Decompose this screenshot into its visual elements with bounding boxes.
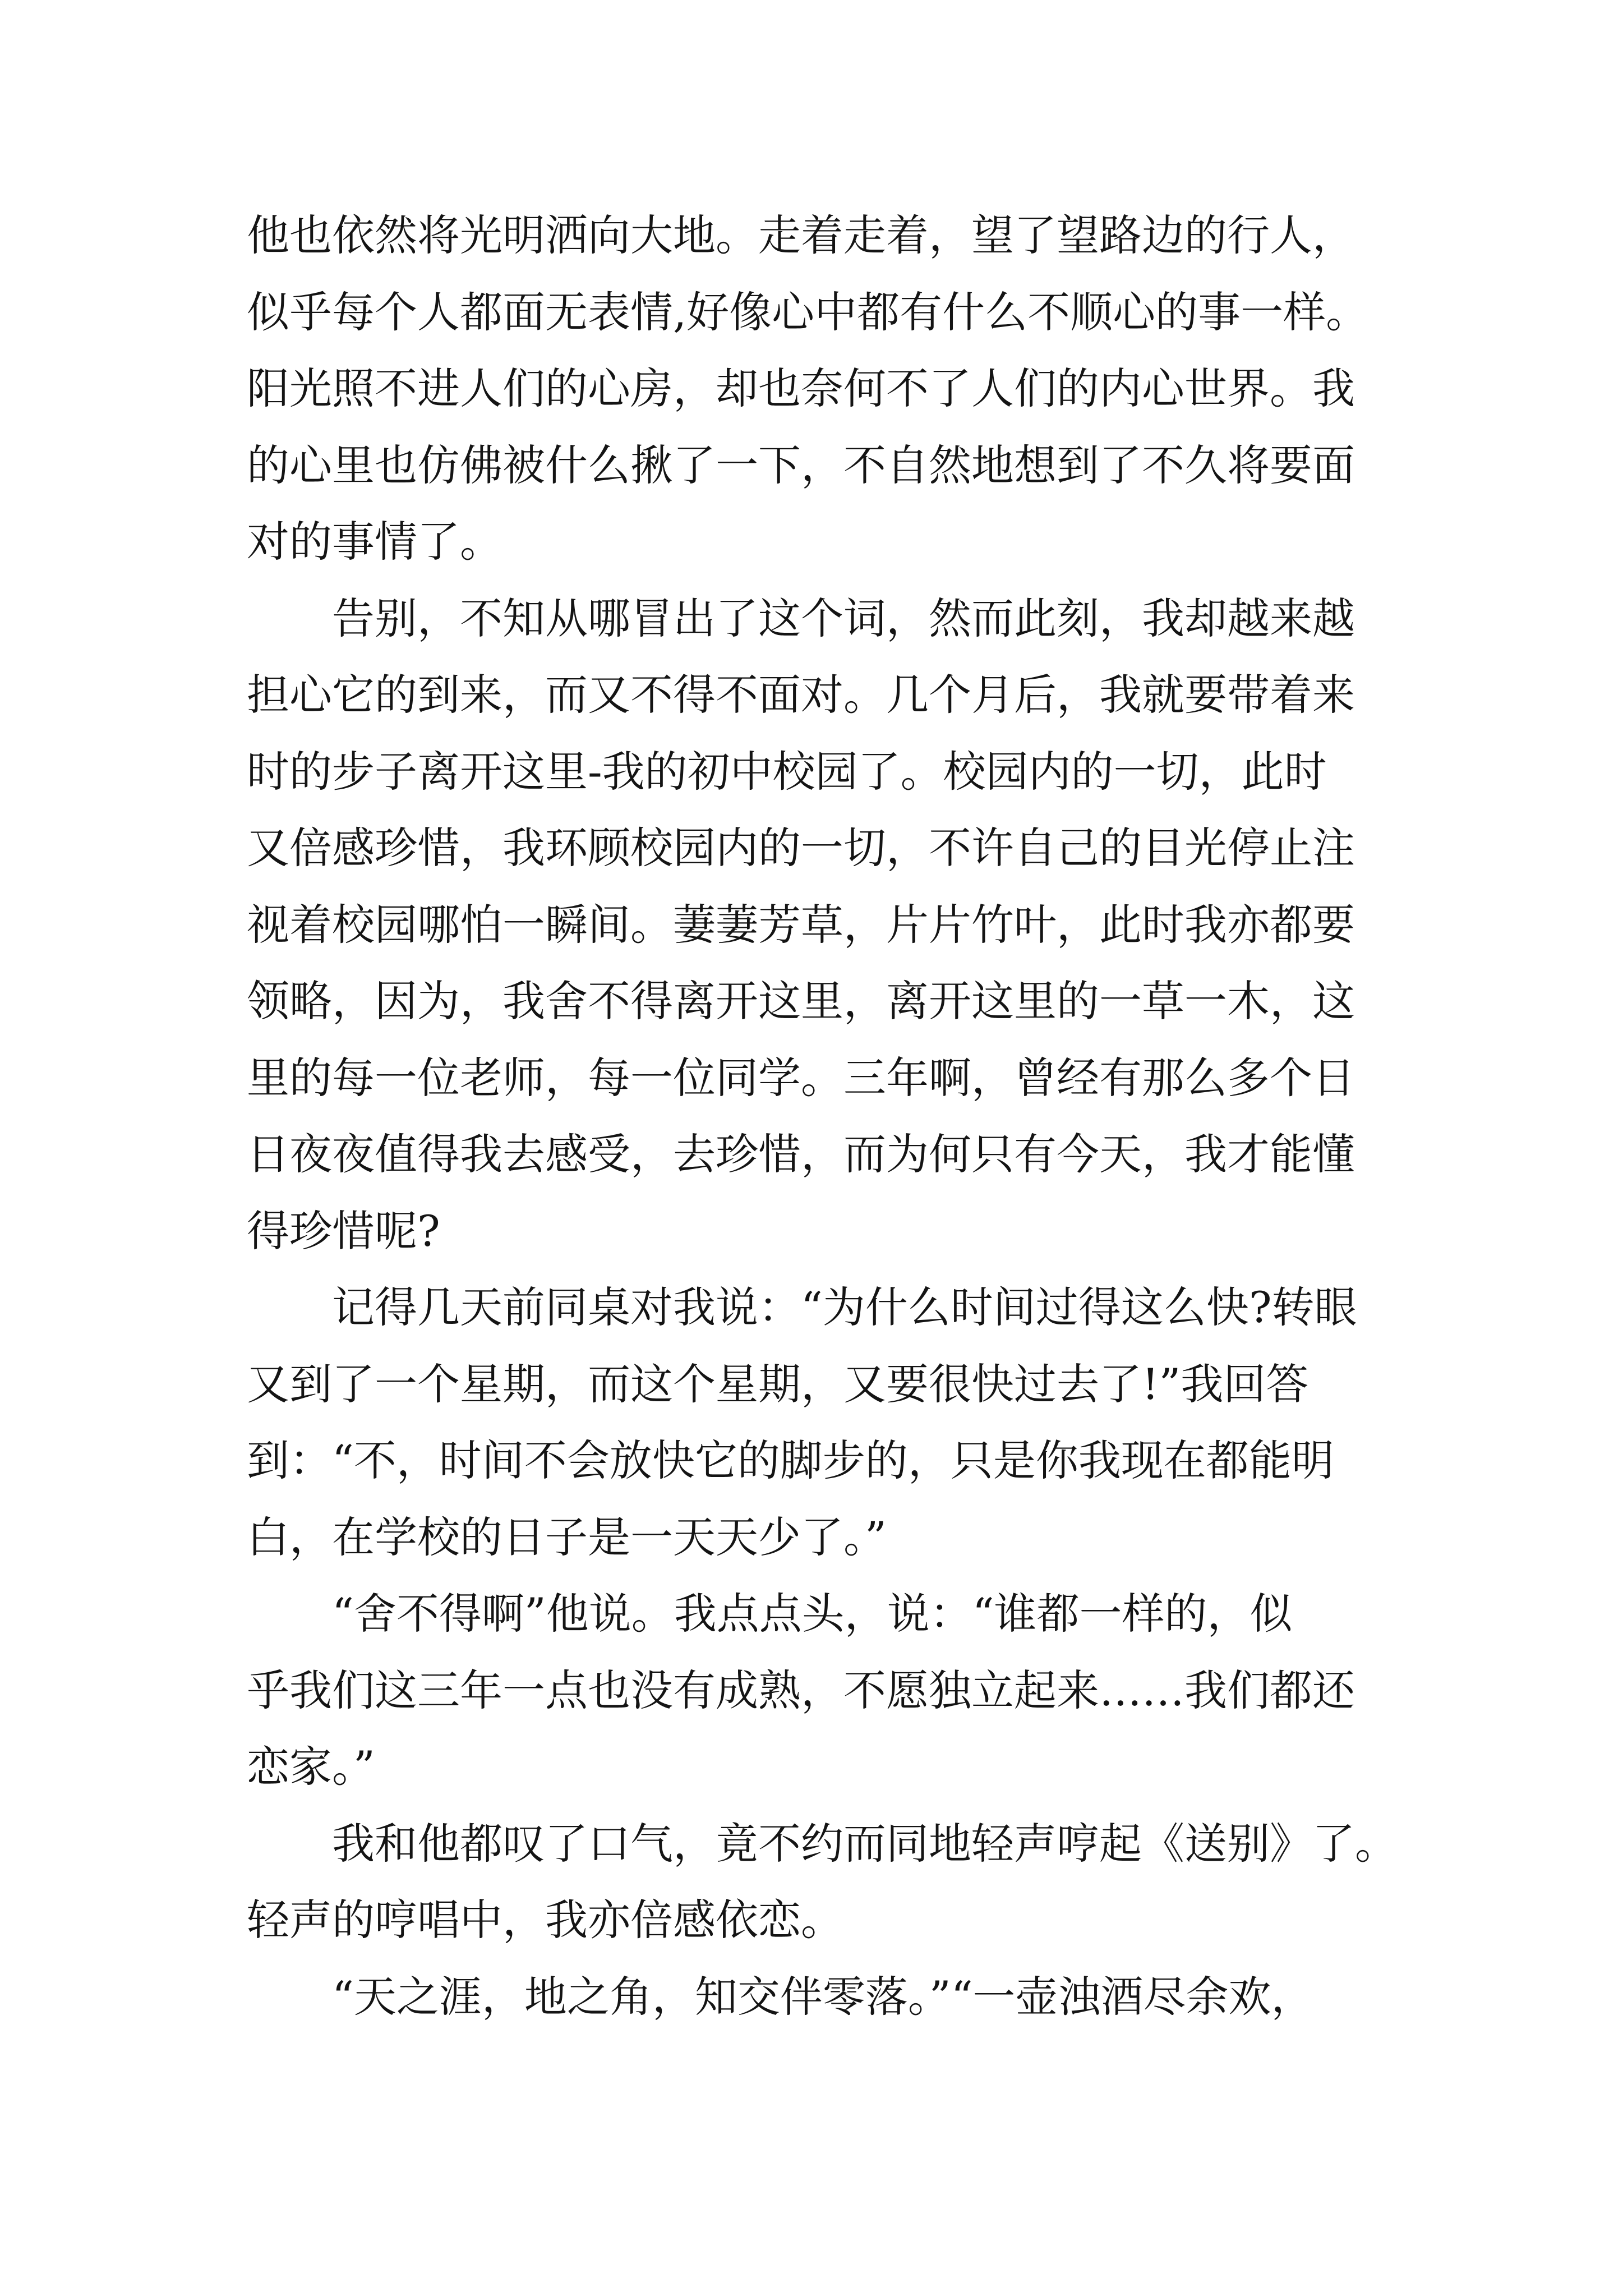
text-line: 乎我们这三年一点也没有成熟，不愿独立起来……我们都还 (247, 1665, 1355, 1715)
text-line: 轻声的哼唱中，我亦倍感依恋。 (247, 1895, 843, 1945)
text-line: “天之涯，地之角，知交伴零落。”“一壶浊酒尽余欢， (247, 1971, 1314, 2022)
text-line: 得珍惜呢? (247, 1205, 440, 1256)
text-line: 告别，不知从哪冒出了这个词，然而此刻，我却越来越 (247, 593, 1355, 643)
text-line: 领略，因为，我舍不得离开这里，离开这里的一草一木，这 (247, 976, 1355, 1026)
text-line: 阳光照不进人们的心房，却也奈何不了人们的内心世界。我 (247, 364, 1355, 413)
text-line: 他也依然将光明洒向大地。走着走着，望了望路边的行人， (247, 210, 1355, 260)
text-line: 白，在学校的日子是一天天少了。” (247, 1512, 887, 1562)
text-line: 里的每一位老师，每一位同学。三年啊，曾经有那么多个日 (247, 1052, 1355, 1103)
text-line: “舍不得啊”他说。我点点头，说：“谁都一样的，似 (247, 1589, 1293, 1639)
body-text (247, 197, 1441, 2035)
text-line: 担心它的到来，而又不得不面对。几个月后，我就要带着来 (247, 670, 1355, 720)
text-line: 的心里也仿佛被什么揪了一下，不自然地想到了不久将要面 (247, 440, 1355, 490)
text-line: 恋家。” (247, 1742, 375, 1792)
text-line: 又到了一个星期，而这个星期，又要很快过去了!”我回答 (247, 1359, 1309, 1409)
text-line: 日夜夜值得我去感受，去珍惜，而为何只有今天，我才能懂 (247, 1129, 1355, 1179)
text-line: 时的步子离开这里-我的初中校园了。校园内的一切，此时 (247, 746, 1327, 797)
text-line: 到：“不，时间不会放快它的脚步的，只是你我现在都能明 (247, 1435, 1334, 1485)
text-line: 视着校园哪怕一瞬间。萋萋芳草，片片竹叶，此时我亦都要 (247, 899, 1355, 950)
text-line: 似乎每个人都面无表情,好像心中都有什么不顺心的事一样。 (247, 287, 1369, 337)
text-line: 记得几天前同桌对我说：“为什么时间过得这么快?转眼 (247, 1282, 1357, 1332)
text-line: 又倍感珍惜，我环顾校园内的一切，不许自己的目光停止注 (247, 823, 1355, 873)
text-line: 我和他都叹了口气，竟不约而同地轻声哼起《送别》了。 (247, 1818, 1398, 1869)
text-line: 对的事情了。 (247, 517, 502, 567)
